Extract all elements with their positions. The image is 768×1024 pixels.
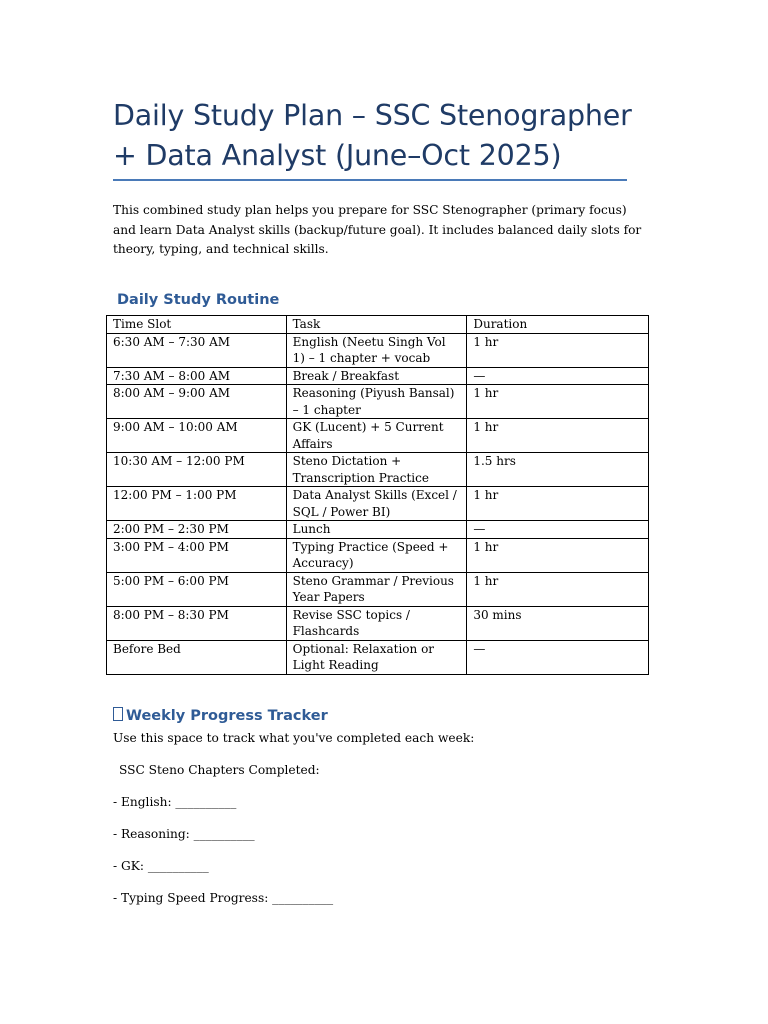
duration-cell: 1 hr: [467, 385, 649, 419]
time-slot-cell: 12:00 PM – 1:00 PM: [107, 487, 287, 521]
tracker-heading-label: Weekly Progress Tracker: [126, 708, 328, 724]
table-row: [107, 333, 649, 367]
tracker-heading: [113, 706, 328, 726]
table-row: [107, 521, 649, 539]
table-row: [107, 385, 649, 419]
task-cell: Steno Grammar / Previous Year Papers: [286, 572, 467, 606]
time-slot-cell: 8:00 PM – 8:30 PM: [107, 606, 287, 640]
task-cell: Revise SSC topics / Flashcards: [286, 606, 467, 640]
title-underline: [113, 179, 627, 181]
duration-cell: 1.5 hrs: [467, 453, 649, 487]
tracker-item-reasoning: - Reasoning: __________: [113, 827, 255, 841]
time-slot-cell: 7:30 AM – 8:00 AM: [107, 367, 287, 385]
table-row: [107, 572, 649, 606]
duration-cell: 1 hr: [467, 538, 649, 572]
header-time-slot: Time Slot: [107, 316, 287, 334]
task-cell: GK (Lucent) + 5 Current Affairs: [286, 419, 467, 453]
missing-glyph-icon: [113, 707, 123, 721]
table-row: [107, 453, 649, 487]
time-slot-cell: 3:00 PM – 4:00 PM: [107, 538, 287, 572]
table-row: [107, 538, 649, 572]
tracker-item-typing-speed: - Typing Speed Progress: __________: [113, 891, 334, 905]
task-cell: Steno Dictation + Transcription Practice: [286, 453, 467, 487]
routine-heading: Daily Study Routine: [117, 292, 280, 308]
tracker-subheading: SSC Steno Chapters Completed:: [119, 763, 320, 777]
task-cell: Reasoning (Piyush Bansal) – 1 chapter: [286, 385, 467, 419]
table-row: [107, 640, 649, 674]
duration-cell: 1 hr: [467, 419, 649, 453]
duration-cell: —: [467, 367, 649, 385]
table-header-row: [107, 316, 649, 334]
time-slot-cell: 6:30 AM – 7:30 AM: [107, 333, 287, 367]
header-duration: Duration: [467, 316, 649, 334]
time-slot-cell: 9:00 AM – 10:00 AM: [107, 419, 287, 453]
table-row: [107, 367, 649, 385]
duration-cell: 1 hr: [467, 487, 649, 521]
time-slot-cell: 5:00 PM – 6:00 PM: [107, 572, 287, 606]
duration-cell: 1 hr: [467, 333, 649, 367]
task-cell: Data Analyst Skills (Excel / SQL / Power BI): [286, 487, 467, 521]
tracker-item-english: - English: __________: [113, 795, 237, 809]
duration-cell: 1 hr: [467, 572, 649, 606]
task-cell: English (Neetu Singh Vol 1) – 1 chapter + vocab: [286, 333, 467, 367]
time-slot-cell: Before Bed: [107, 640, 287, 674]
tracker-item-gk: - GK: __________: [113, 859, 209, 873]
duration-cell: —: [467, 640, 649, 674]
task-cell: Typing Practice (Speed + Accuracy): [286, 538, 467, 572]
table-row: [107, 487, 649, 521]
table-row: [107, 606, 649, 640]
duration-cell: —: [467, 521, 649, 539]
tracker-intro: Use this space to track what you've completed each week:: [113, 731, 475, 745]
time-slot-cell: 2:00 PM – 2:30 PM: [107, 521, 287, 539]
duration-cell: 30 mins: [467, 606, 649, 640]
task-cell: Break / Breakfast: [286, 367, 467, 385]
task-cell: Optional: Relaxation or Light Reading: [286, 640, 467, 674]
routine-table: [106, 315, 649, 675]
document-title: Daily Study Plan – SSC Stenographer + Data Analyst (June–Oct 2025): [113, 99, 632, 172]
task-cell: Lunch: [286, 521, 467, 539]
table-row: [107, 419, 649, 453]
time-slot-cell: 8:00 AM – 9:00 AM: [107, 385, 287, 419]
time-slot-cell: 10:30 AM – 12:00 PM: [107, 453, 287, 487]
header-task: Task: [286, 316, 467, 334]
intro-paragraph: This combined study plan helps you prepare for SSC Stenographer (primary focus) and learn Data Analyst skills (backup/future goal). It includes balanced daily slots for theory, typing, and technical skills.: [113, 203, 642, 256]
